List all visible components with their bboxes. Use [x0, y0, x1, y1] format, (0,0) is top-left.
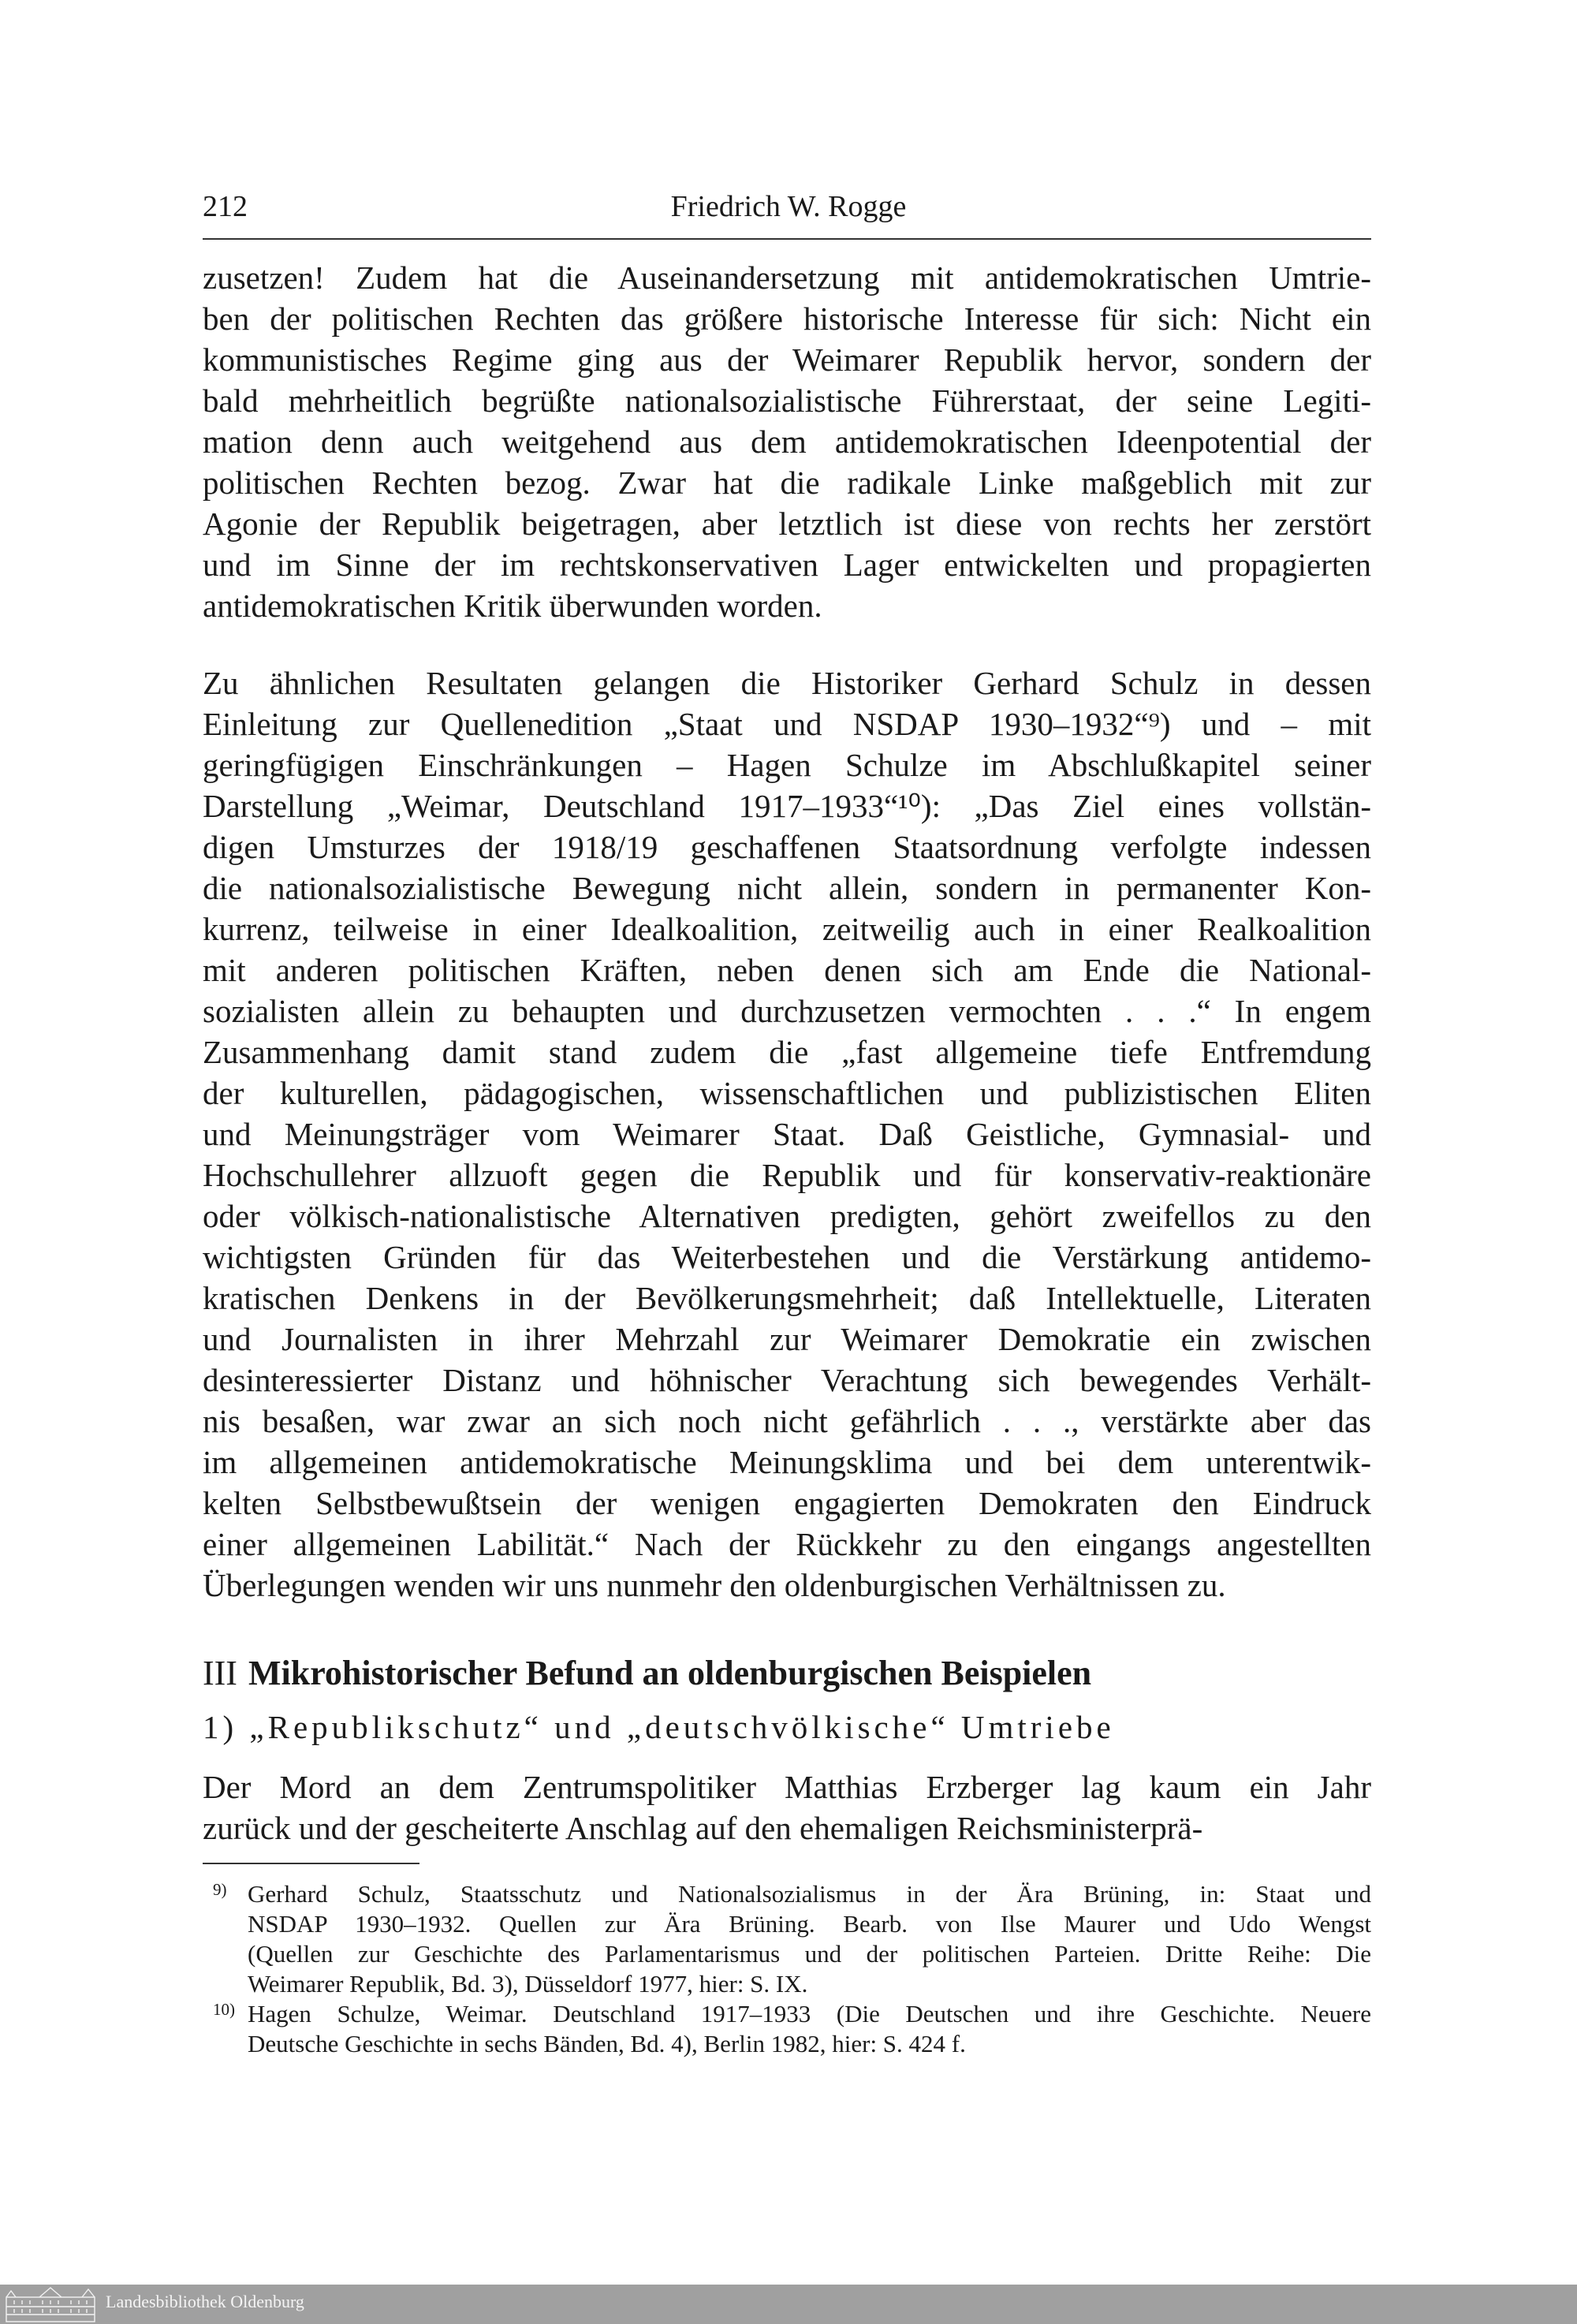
text-line: Darstellung „Weimar, Deutschland 1917–1933“¹⁰): „Das Ziel eines vollstän-: [203, 788, 1371, 824]
footnote-line: [213, 1879, 1371, 1909]
text-line: sozialisten allein zu behaupten und durchzusetzen vermochten . . .“ In engem: [203, 993, 1371, 1029]
text-line: Agonie der Republik beigetragen, aber letztlich ist diese von rechts her zerstört: [203, 505, 1371, 542]
text-line: oder völkisch-nationalistische Alternativen predigten, gehört zweifellos zu den: [203, 1198, 1371, 1234]
text-line: Einleitung zur Quellenedition „Staat und NSDAP 1930–1932“⁹) und – mit: [203, 706, 1371, 742]
paragraph-2: [203, 662, 1371, 1606]
library-name: Landesbibliothek Oldenburg: [106, 2292, 304, 2311]
text-line: kurrenz, teilweise in einer Idealkoalition, zeitweilig auch in einer Realkoalition: [203, 911, 1371, 947]
text-line: zusetzen! Zudem hat die Auseinandersetzung mit antidemokratischen Umtrie-: [203, 259, 1371, 296]
text-line: wichtigsten Gründen für das Weiterbestehen und die Verstärkung antidemo-: [203, 1239, 1371, 1275]
footnote-text: Weimarer Republik, Bd. 3), Düsseldorf 1977, hier: S. IX.: [248, 1970, 808, 1998]
text-line: mit anderen politischen Kräften, neben denen sich am Ende die National-: [203, 952, 1371, 988]
section-number: III: [203, 1654, 237, 1692]
text-line: kratischen Denkens in der Bevölkerungsmehrheit; daß Intellektuelle, Literaten: [203, 1280, 1371, 1316]
text-line: Der Mord an dem Zentrumspolitiker Matthias Erzberger lag kaum ein Jahr: [203, 1769, 1371, 1805]
footnote-line: [213, 1999, 1371, 2029]
text-line: und Journalisten in ihrer Mehrzahl zur Weimarer Demokratie ein zwischen: [203, 1321, 1371, 1357]
subsection-heading: 1) „Republikschutz“ und „deutschvölkische“ Umtriebe: [203, 1709, 1115, 1745]
footnote-number: 9): [213, 1880, 227, 1899]
text-line: bald mehrheitlich begrüßte nationalsozialistische Führerstaat, der seine Legiti-: [203, 382, 1371, 419]
header-rule: [203, 238, 1371, 240]
library-building-logo-icon: [5, 2286, 96, 2322]
footnote-line: [213, 1909, 1371, 1939]
text-line: und Meinungsträger vom Weimarer Staat. Daß Geistliche, Gymnasial- und: [203, 1116, 1371, 1152]
text-line: ben der politischen Rechten das größere historische Interesse für sich: Nicht ein: [203, 300, 1371, 337]
footnote-line: [213, 2029, 1371, 2059]
text-line: zurück und der gescheiterte Anschlag auf den ehemaligen Reichsministerprä-: [203, 1810, 1203, 1846]
text-line: einer allgemeinen Labilität.“ Nach der Rückkehr zu den eingangs angestellten: [203, 1526, 1371, 1562]
text-line: mation denn auch weitgehend aus dem antidemokratischen Ideenpotential der: [203, 423, 1371, 460]
footnote-number: 10): [213, 2000, 235, 2019]
text-line: kommunistisches Regime ging aus der Weimarer Republik hervor, sondern der: [203, 341, 1371, 378]
footnote-line: [213, 1969, 1371, 1999]
text-line: digen Umsturzes der 1918/19 geschaffenen Staatsordnung verfolgte indessen: [203, 829, 1371, 865]
footnote-text: Hagen Schulze, Weimar. Deutschland 1917–1933 (Die Deutschen und ihre Geschichte. Neuere: [248, 2000, 1371, 2027]
footnotes: [213, 1879, 1371, 2059]
text-line: geringfügigen Einschränkungen – Hagen Schulze im Abschlußkapitel seiner: [203, 747, 1371, 783]
text-line: Hochschullehrer allzuoft gegen die Republik und für konservativ-reaktionäre: [203, 1157, 1371, 1193]
text-line: Zusammenhang damit stand zudem die „fast allgemeine tiefe Entfremdung: [203, 1034, 1371, 1070]
text-line: Überlegungen wenden wir uns nunmehr den oldenburgischen Verhältnissen zu.: [203, 1567, 1226, 1603]
footer-bar: [0, 2285, 1577, 2324]
text-line: im allgemeinen antidemokratische Meinungsklima und bei dem unterentwik-: [203, 1444, 1371, 1480]
text-line: politischen Rechten bezog. Zwar hat die radikale Linke maßgeblich mit zur: [203, 464, 1371, 501]
text-line: kelten Selbstbewußtsein der wenigen engagierten Demokraten den Eindruck: [203, 1485, 1371, 1521]
text-line: Zu ähnlichen Resultaten gelangen die Historiker Gerhard Schulz in dessen: [203, 665, 1371, 701]
running-head: Friedrich W. Rogge: [670, 190, 907, 223]
footnote-text: (Quellen zur Geschichte des Parlamentarismus und der politischen Parteien. Dritte Reihe: Die: [248, 1940, 1371, 1968]
paragraph-3: [203, 1766, 1371, 1848]
page-number: 212: [203, 190, 248, 223]
footnote-line: [213, 1939, 1371, 1969]
section-heading: [203, 1653, 1091, 1693]
text-line: und im Sinne der im rechtskonservativen Lager entwickelten und propagierten: [203, 546, 1371, 583]
paragraph-1: [203, 257, 1371, 626]
footnote-text: Deutsche Geschichte in sechs Bänden, Bd. 4), Berlin 1982, hier: S. 424 f.: [248, 2030, 966, 2057]
text-line: nis besaßen, war zwar an sich noch nicht gefährlich . . ., verstärkte aber das: [203, 1403, 1371, 1439]
footnote-text: Gerhard Schulz, Staatsschutz und Nationalsozialismus in der Ära Brüning, in: Staat und: [248, 1880, 1371, 1908]
text-line: der kulturellen, pädagogischen, wissenschaftlichen und publizistischen Eliten: [203, 1075, 1371, 1111]
text-line: antidemokratischen Kritik überwunden worden.: [203, 588, 822, 624]
footnote-rule: [203, 1863, 419, 1864]
text-line: die nationalsozialistische Bewegung nicht allein, sondern in permanenter Kon-: [203, 870, 1371, 906]
text-line: desinteressierter Distanz und höhnischer Verachtung sich bewegendes Verhält-: [203, 1362, 1371, 1398]
footnote-text: NSDAP 1930–1932. Quellen zur Ära Brüning. Bearb. von Ilse Maurer und Udo Wengst: [248, 1910, 1371, 1938]
section-title: Mikrohistorischer Befund an oldenburgischen Beispielen: [248, 1654, 1092, 1692]
